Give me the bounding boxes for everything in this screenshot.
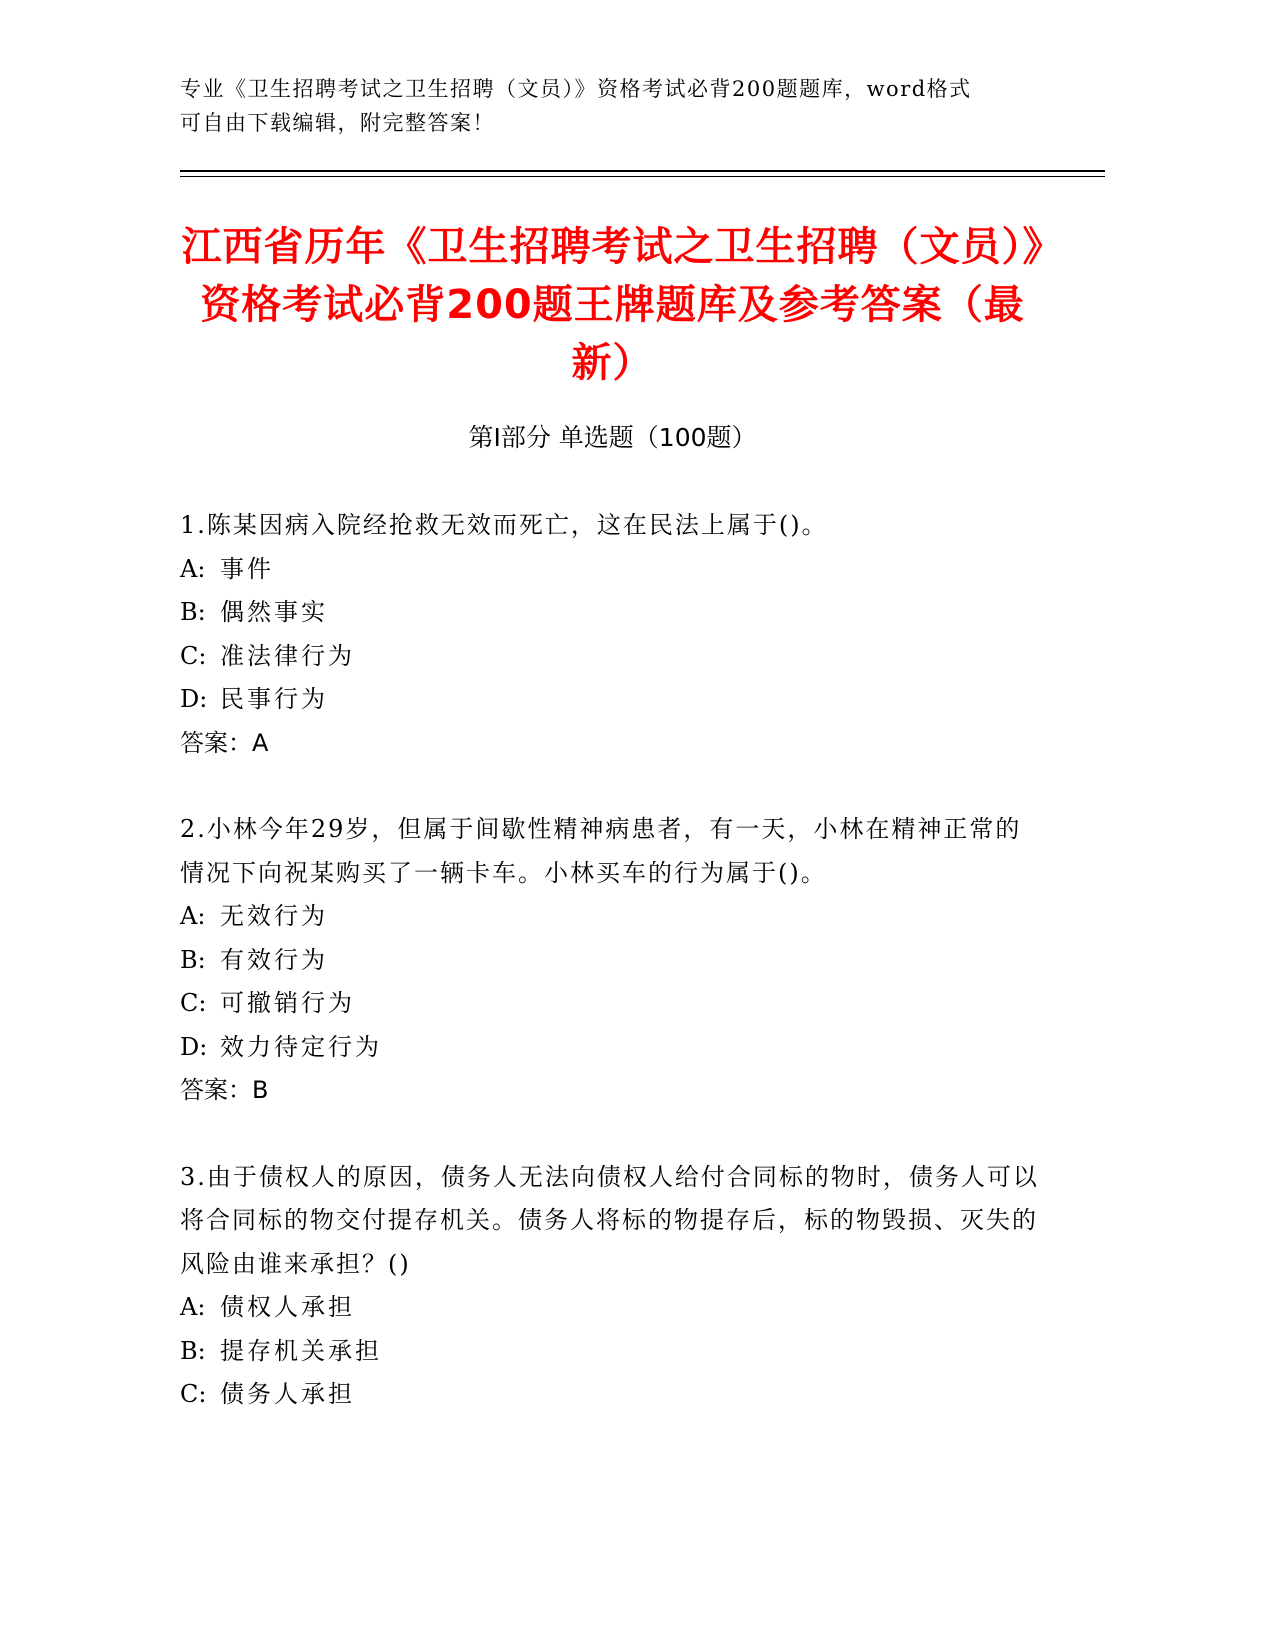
option-text: 偶然事实: [220, 598, 328, 626]
option-text: 民事行为: [220, 685, 328, 713]
option-text: 有效行为: [220, 945, 328, 974]
option-letter: A:: [180, 554, 206, 583]
question-item: [180, 808, 1040, 1113]
header-note: 专业《卫生招聘考试之卫生招聘（文员）》资格考试必背200题题库，word格式 可自由下载编辑，附完整答案！: [180, 77, 972, 135]
option-text: 可撤销行为: [220, 989, 355, 1017]
header-rule-thick: [180, 170, 1105, 172]
section-heading: 第I部分 单选题（100题）: [468, 423, 757, 452]
option-letter: A:: [180, 902, 206, 930]
answer-line: 答案：B: [180, 1076, 269, 1104]
option-text: 准法律行为: [220, 641, 355, 670]
option-b: [180, 1330, 1040, 1374]
option-letter: B:: [180, 598, 206, 626]
option-letter: C:: [180, 1380, 207, 1408]
option-text: 提存机关承担: [220, 1336, 382, 1365]
option-letter: B:: [180, 1336, 206, 1365]
option-c: [180, 982, 1040, 1026]
question-stem: 1.陈某因病入院经抢救无效而死亡，这在民法上属于()。: [180, 511, 828, 539]
option-letter: A:: [180, 1293, 206, 1321]
question-item: [180, 504, 1040, 765]
option-d: [180, 1026, 1040, 1070]
option-a: [180, 895, 1040, 939]
option-c: [180, 635, 1040, 679]
option-c: [180, 1373, 1040, 1417]
option-letter: B:: [180, 945, 206, 974]
option-letter: C:: [180, 989, 207, 1017]
question-stem: 3.由于债权人的原因，债务人无法向债权人给付合同标的物时，债务人可以将合同标的物交付提存机关。债务人将标的物提存后，标的物毁损、灭失的风险由谁来承担？(): [180, 1162, 1039, 1278]
header-rule-thin: [180, 176, 1105, 177]
option-a: [180, 548, 1040, 592]
option-letter: D:: [180, 685, 208, 713]
option-text: 债务人承担: [220, 1380, 355, 1408]
option-a: [180, 1286, 1040, 1330]
option-d: [180, 678, 1040, 722]
question-stem: 2.小林今年29岁，但属于间歇性精神病患者，有一天，小林在精神正常的情况下向祝某购买了一辆卡车。小林买车的行为属于()。: [180, 815, 1022, 887]
option-text: 事件: [220, 554, 274, 583]
question-list: [180, 504, 1040, 1460]
option-text: 效力待定行为: [220, 1032, 382, 1061]
answer-line: 答案：A: [180, 728, 269, 757]
option-b: [180, 591, 1040, 635]
option-letter: C:: [180, 641, 207, 670]
option-b: [180, 939, 1040, 983]
document-title: 江西省历年《卫生招聘考试之卫生招聘（文员）》资格考试必背200题王牌题库及参考答案（最新）: [181, 224, 1044, 386]
question-item: [180, 1156, 1040, 1417]
option-letter: D:: [180, 1032, 208, 1061]
option-text: 债权人承担: [220, 1293, 355, 1321]
option-text: 无效行为: [220, 902, 328, 930]
